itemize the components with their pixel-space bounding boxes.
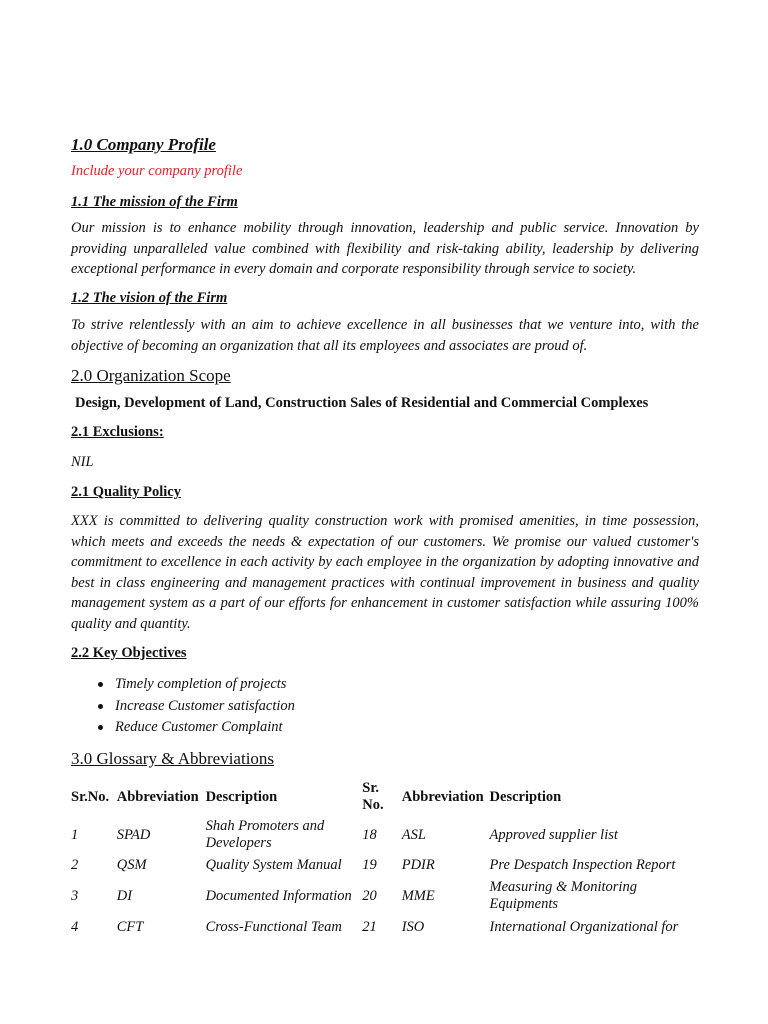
table-cell: QSM [116, 857, 147, 873]
document-page [71, 0, 699, 1024]
vision-heading: 1.2 The vision of the Firm [71, 290, 228, 306]
bullet-icon [98, 725, 103, 730]
column-header: Sr.No. [71, 788, 110, 805]
table-cell: 3 [71, 887, 79, 904]
exclusions-heading: 2.1 Exclusions: [71, 424, 164, 440]
table-row [71, 915, 699, 940]
table-cell: ASL [401, 826, 426, 843]
table-cell: 1 [71, 826, 79, 843]
table-cell: Documented Information [205, 887, 352, 904]
organization-scope-heading: 2.0 Organization Scope [71, 366, 231, 385]
table-cell: SPAD [116, 826, 151, 843]
company-profile-heading: 1.0 Company Profile [71, 135, 216, 154]
glossary-table [71, 778, 699, 940]
vision-paragraph: To strive relentlessly with an aim to achieve excellence in all businesses that we venture into, with the objective of becoming an organization that all its employees and associates are proud of. [71, 317, 699, 354]
company-profile-note: Include your company profile [71, 163, 243, 179]
table-cell: 18 [362, 826, 377, 843]
table-row [71, 854, 699, 877]
mission-paragraph: Our mission is to enhance mobility through innovation, leadership and public service. Innovation by providing unparalleled value combined with flexibility and risk-taking ability, leadership by delivering exceptional performance in every domain and corporate responsibility through service to society. [71, 220, 699, 277]
column-header: Description [205, 788, 278, 805]
list-item [71, 696, 295, 718]
column-header: Abbreviation [116, 788, 199, 805]
objective-text: Reduce Customer Complaint [115, 719, 283, 735]
column-header: Sr. No. [362, 780, 384, 813]
table-cell: Quality System Manual [205, 857, 342, 873]
list-item [71, 674, 295, 696]
table-cell: Shah Promoters and Developers [205, 818, 325, 851]
bullet-icon [98, 682, 103, 687]
key-objectives-heading: 2.2 Key Objectives [71, 645, 187, 661]
quality-policy-heading: 2.1 Quality Policy [71, 484, 181, 500]
table-cell: 2 [71, 857, 79, 873]
list-item [71, 717, 295, 739]
table-cell: 4 [71, 919, 79, 935]
table-cell: CFT [116, 919, 144, 935]
table-cell: ISO [401, 919, 425, 935]
table-cell: DI [116, 887, 133, 904]
table-row [71, 816, 699, 854]
exclusions-value: NIL [71, 454, 94, 470]
quality-policy-paragraph: XXX is committed to delivering quality construction work with promised amenities, in time possession, which meets and exceeds the needs & expectation of our customers. We promise our valued customer's commitment to excellence in each activity by each employee in the organization by adopting innovative and best in class engineering and management practices with continual improvement in business and quality management system as a part of our efforts for enhancement in customer satisfaction while assuring 100% quality and quantity. [71, 513, 699, 632]
table-cell: 19 [362, 857, 377, 873]
table-cell: Measuring & Monitoring Equipments [489, 879, 637, 912]
table-cell: Pre Despatch Inspection Report [489, 857, 676, 873]
mission-heading: 1.1 The mission of the Firm [71, 194, 238, 210]
table-cell: International Organizational for [489, 919, 679, 935]
table-cell: Approved supplier list [489, 826, 618, 843]
table-cell: PDIR [401, 857, 435, 873]
table-cell: Cross-Functional Team [205, 919, 342, 935]
objective-text: Increase Customer satisfaction [115, 697, 295, 714]
objective-text: Timely completion of projects [115, 676, 287, 692]
column-header: Abbreviation [401, 788, 484, 805]
key-objectives-list [71, 674, 295, 739]
bullet-icon [98, 704, 103, 709]
table-cell: 21 [362, 919, 377, 935]
table-cell: MME [401, 887, 435, 904]
table-row [71, 877, 699, 915]
table-header-row [71, 778, 699, 816]
table-cell: 20 [362, 887, 377, 904]
column-header: Description [489, 788, 562, 805]
glossary-heading: 3.0 Glossary & Abbreviations [71, 749, 275, 768]
scope-statement: Design, Development of Land, Construction Sales of Residential and Commercial Complexes [75, 395, 649, 411]
